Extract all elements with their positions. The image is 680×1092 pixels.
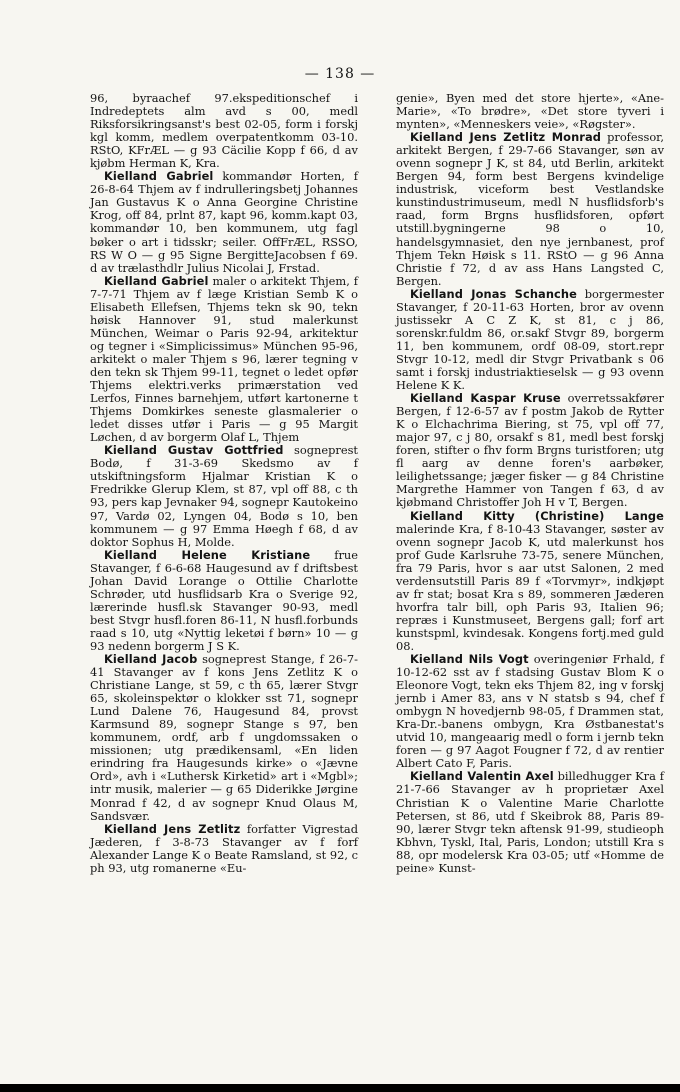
entry-kielland-gustav-gottfried	[90, 444, 358, 548]
entry-name: Kielland Kaspar Kruse	[410, 391, 561, 406]
entry-name: Kielland Jacob	[104, 652, 198, 667]
entry-text: genie», Byen med det store hjerte», «Ane-Marie», «To brødre», «Det store tyveri i mynten», «Menneskers veie», «Røgster».	[396, 91, 664, 132]
entry-continuation	[396, 92, 664, 131]
entry-text: sogneprest Stange, f 26-7-41 Stavanger av f kons Jens Zetlitz K o Christiane Lange, st 59, c th 65, lærer Stvgr 65, skoleinspektør o klokker sst 71, sognepr Lund Dalene 76, Haugesund 84, provst Karmsund 89, sognepr Stange s 97, ben kommunem, ordf, arb f ungdomssaken o missionen; utg prædikensaml, «En liden erindring fra Haugesunds kirke» o «Jævne Ord», avh i «Luthersk Kirketid» art i «Mgbl»; intr musik, malerier — g 65 Diderikke Jørgine Monrad f 42, d av sognepr Knud Olaus M, Sandsvær.	[90, 652, 358, 823]
left-column	[90, 92, 358, 875]
entry-text: overingeniør Frhald, f 10-12-62 sst av f stadsing Gustav Blom K o Eleonore Vogt, tekn eks Thjem 82, ing v forskj jernb i Amer 83, ans v N statsb s 94, chef f ombygn N hovedjernb 98-05, f Drammen stat, Kra-Dr.-banens ombygn, Kra Østbanestat's utvid 10, mangeaarig medl o form i jernb tekn foren — g 97 Aagot Fougner f 72, d av rentier Albert Cato F, Paris.	[396, 652, 664, 771]
entry-name: Kielland Gustav Gottfried	[104, 443, 284, 458]
right-column	[396, 92, 664, 875]
entry-text: professor, arkitekt Bergen, f 29-7-66 Stavanger, søn av ovenn sognepr J K, st 84, utd Berlin, arkitekt Bergen 94, form best Bergens kvindelige industrisk, viceform best Vestlandske kunstindustrimuseum, medl N husflidsforb's raad, form Brgns husflidsforen, opført utstill.bygningerne 98 o 10, handelsgymnasiet, den nye jernbanest, prof Thjem Tekn Høisk s 11. RStO — g 96 Anna Christie f 72, d av ass Hans Langsted C, Bergen.	[396, 130, 664, 288]
entry-kielland-jens-zetlitz-monrad	[396, 131, 664, 288]
bottom-border	[0, 1084, 680, 1092]
entry-text: sogneprest Bodø, f 31-3-69 Skedsmo av f utskiftningsform Hjalmar Kristian K o Fredrikke Glerup Klem, st 87, vpl off 88, c th 93, pers kap Jevnaker 94, sognepr Kautokeino 97, Vardø 02, Lyngen 04, Bodø s 10, ben kommunem — g 97 Emma Høegh f 68, d av doktor Sophus H, Molde.	[90, 443, 358, 549]
entry-kielland-kitty-lange	[396, 510, 664, 654]
entry-text: borgermester Stavanger, f 20-11-63 Horten, bror av ovenn justissekr A C Z K, st 81, c j 86, sorenskr.fuldm 86, or.sakf Stvgr 89, borgerm 11, ben kommunem, ordf 08-09, stort.repr Stvgr 10-12, medl dir Stvgr Privatbank s 06 samt i forskj industriaktieselsk — g 93 ovenn Helene K K.	[396, 286, 664, 393]
entry-name: Kielland Kitty (Christine) Lange	[410, 508, 664, 523]
entry-name: Kielland Gabriel	[104, 169, 214, 184]
entry-kielland-helene-kristiane	[90, 549, 358, 653]
entry-text: frue Stavanger, f 6-6-68 Haugesund av f driftsbest Johan David Lorange o Ottilie Charlotte Schrøder, utd husflidsarb Kra o Sverige 92, lærerinde husfl.sk Stavanger 90-93, medl best Stvgr husfl.foren 86-11, N husfl.forbunds raad s 10, utg «Nyttig leketøi f børn» 10 — g 93 nedenn borgerm J S K.	[90, 547, 358, 653]
entry-name: Kielland Valentin Axel	[410, 769, 554, 784]
entry-name: Kielland Nils Vogt	[410, 652, 529, 667]
entry-continuation	[90, 92, 358, 170]
entry-kielland-jonas-schanche	[396, 288, 664, 392]
entry-name: Kielland Jens Zetlitz Monrad	[410, 130, 602, 145]
entry-text: maler o arkitekt Thjem, f 7-7-71 Thjem av f læge Kristian Semb K o Elisabeth Ellefsen, Thjems tekn sk 90, tekn høisk Hannover 91, stud malerkunst München, Weimar o Paris 92-94, arkitektur og tegner i «Simplicissimus» München 95-96, arkitekt o maler Thjem s 96, lærer tegning v den tekn sk Thjem 99-11, tegnet o ledet opfør Thjems elektri.verks primærstation ved Lerfos, Finnes barnehjem, utført kartonerne t Thjems Domkirkes seneste glasmalerier o ledet disses utfør i Paris — g 95 Margit Løchen, d av borgerm Olaf L, Thjem	[90, 273, 358, 445]
entry-text: malerinde Kra, f 8-10-43 Stavanger, søster av ovenn sognepr Jacob K, utd malerkunst hos prof Gude Karlsruhe 73-75, senere München, fra 79 Paris, hvor s aar utst Salonen, 2 med verdensutstill Paris 89 f «Torvmyr», indkjøpt av fr stat; bosat Kra s 89, sommeren Jæderen hvorfra talr bill, oph Paris 93, Italien 96; repræs i Kunstmuseet, Bergens gall; forf art kunstspml, kvindesak. Kongens fortj.med guld 08.	[396, 521, 664, 653]
entry-kielland-valentin-axel	[396, 770, 664, 874]
entry-kielland-nils-vogt	[396, 653, 664, 770]
entry-text: kommandør Horten, f 26-8-64 Thjem av f indrulleringsbetj Johannes Jan Gustavus K o Anna Georgine Christine Krog, off 84, prlnt 87, kapt 96, komm.kapt 03, kommandør 10, ben kommunem, utg fagl bøker o art i tidsskr; seiler. OffFrÆL, RSSO, RS W O — g 95 Signe BergitteJacobsen f 69. d av trælasthdlr Julius Nicolai J, Frstad.	[90, 169, 358, 275]
entry-name: Kielland Jonas Schanche	[410, 286, 577, 301]
entry-text: 96, byraachef 97.ekspeditionschef i Indredeptets alm avd s 00, medl Riksforsikringsanst's best 02-05, form i forskj kgl komm, medlem overpatentkomm 03-10. RStO, KFrÆL — g 93 Cäcilie Kopp f 66, d av kjøbm Herman K, Kra.	[90, 91, 358, 171]
entry-name: Kielland Jens Zetlitz	[104, 821, 241, 836]
entry-name: Kielland Gabriel	[104, 273, 209, 288]
entry-name: Kielland Helene Kristiane	[104, 547, 311, 562]
entry-text: billedhugger Kra f 21-7-66 Stavanger av h proprietær Axel Christian K o Valentine Marie Charlotte Petersen, st 86, utd f Skeibrok 88, Paris 89-90, lærer Stvgr tekn aftensk 91-99, studieoph Kbhvn, Tyskl, Ital, Paris, London; utstill Kra s 88, opr modelersk Kra 03-05; utf «Homme de peine» Kunst-	[396, 769, 664, 875]
entry-kielland-kaspar-kruse	[396, 392, 664, 509]
entry-text: forfatter Vigrestad Jæderen, f 3-8-73 Stavanger av f forf Alexander Lange K o Beate Ramsland, st 92, c ph 93, utg romanerne «Eu-	[90, 821, 358, 875]
entry-text: overretssakfører Bergen, f 12-6-57 av f postm Jakob de Rytter K o Elchachrima Biering, st 75, vpl off 77, major 97, c j 80, orsakf s 81, medl best forskj foren, stifter o fhv form Brgns turistforen; utg fl aarg av denne foren's aarbøker, leilighetssange; jæger fisker — g 84 Christine Margrethe Hammer von Tangen f 63, d av kjøbmand Christoffer Joh H v T, Bergen.	[396, 391, 664, 510]
entry-kielland-gabriel-kommandor	[90, 170, 358, 274]
entry-kielland-gabriel-maler	[90, 275, 358, 445]
entry-kielland-jens-zetlitz	[90, 823, 358, 875]
page-number: — 138 —	[304, 66, 376, 82]
entry-kielland-jacob	[90, 653, 358, 823]
